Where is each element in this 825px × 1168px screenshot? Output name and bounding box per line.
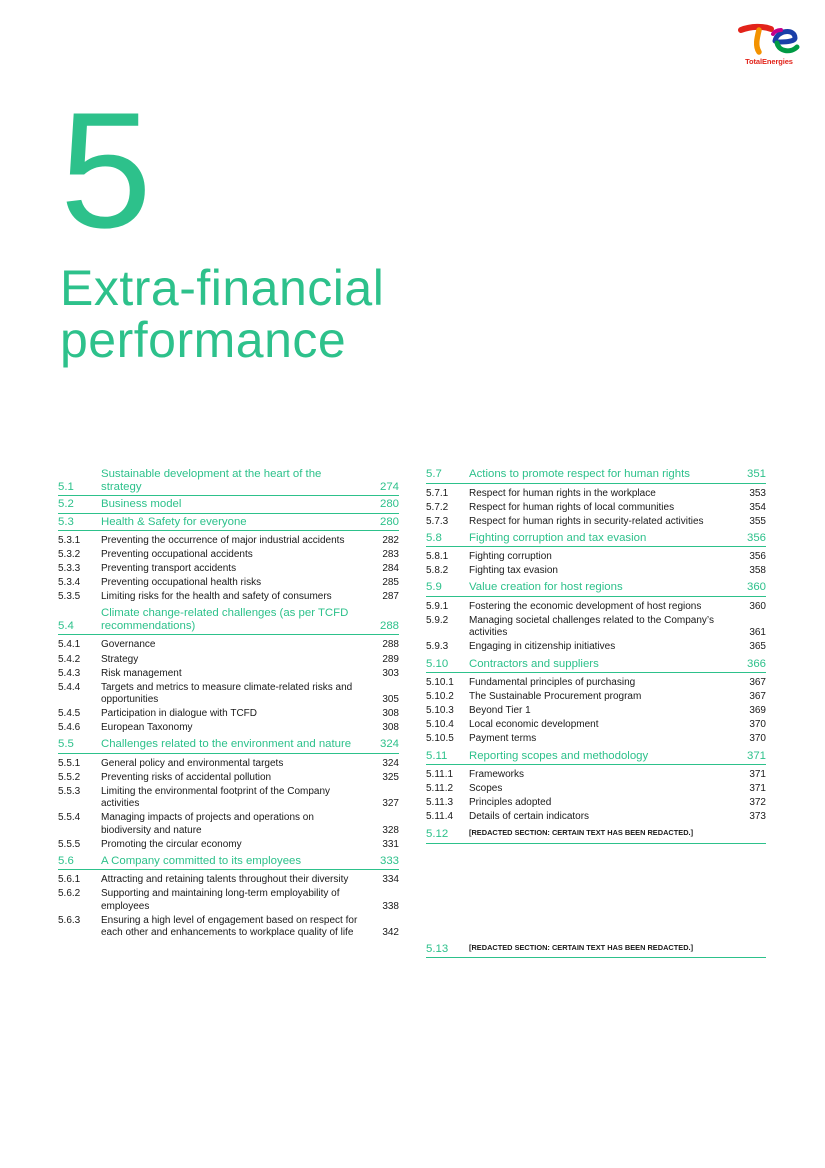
toc-item-title: Targets and metrics to measure climate-related risks and opportunities [101,681,353,706]
toc-item-title: Business model [101,498,182,510]
toc-item-title: Promoting the circular economy [101,838,242,850]
toc-item-title: Managing impacts of projects and operations on biodiversity and nature [101,812,314,836]
redacted-notice: [REDACTED SECTION: CERTAIN TEXT HAS BEEN REDACTED.] [469,942,694,952]
toc-item-number: 5.4.2 [58,653,81,665]
toc-item-title: Preventing the occurrence of major industrial accidents [101,535,345,546]
toc-item-page: 305 [382,694,399,706]
redacted-notice: [REDACTED SECTION: CERTAIN TEXT HAS BEEN REDACTED.] [469,828,694,838]
chapter-number: 5 [60,78,152,262]
toc-item-number: 5.7.3 [426,515,449,527]
toc-subsection-row[interactable] [58,874,399,888]
toc-item-number: 5.5.5 [58,838,81,850]
toc-item-page: 355 [749,515,766,527]
toc-item-page: 280 [379,515,399,528]
toc-subsection-row[interactable] [58,758,399,772]
toc-item-page: 331 [382,838,399,850]
toc-subsection-row[interactable] [58,772,399,786]
toc-item-number: 5.6.3 [58,914,81,926]
toc-item-title [469,827,726,841]
toc-item-title: Frameworks [469,769,525,781]
toc-spacer [426,844,766,940]
toc-item-page: 361 [749,627,766,639]
toc-item-number: 5.3.3 [58,563,81,575]
toc-item-number: 5.5.3 [58,786,81,798]
toc-item-number: 5.10.3 [426,705,454,717]
toc-item-page: 372 [749,797,766,809]
toc-item-page: 288 [379,619,399,632]
toc-item-title: Ensuring a high level of engagement based on respect for each other and enhancements to workplace quality of life [101,914,358,939]
toc-item-title: Risk management [101,667,182,679]
toc-item-title: Respect for human rights in the workplace [469,487,656,499]
toc-item-title: Preventing transport accidents [101,563,237,575]
toc-item-title: Challenges related to the environment and nature [101,738,352,751]
toc-item-page: 284 [382,563,399,575]
toc-subsection-row[interactable] [426,551,766,565]
toc-item-number: 5.3.1 [58,535,81,546]
toc-item-number: 5.4.4 [58,681,81,693]
toc-subsection-row[interactable] [426,797,766,811]
toc-item-title: Managing societal challenges related to the Company’s activities [469,615,714,639]
toc-item-number: 5.9.3 [426,641,449,653]
toc-section-row[interactable] [58,736,399,754]
toc-item-page: 287 [382,591,399,603]
toc-item-page: 353 [749,487,766,499]
toc-item-title: Fundamental principles of purchasing [469,677,636,689]
toc-item-page: 333 [379,854,399,867]
toc-item-title: Fostering the economic development of host regions [469,600,702,612]
toc-item-page: 325 [382,771,399,783]
toc-item-number: 5.11.1 [426,769,454,781]
toc-subsection-row[interactable] [58,654,399,668]
toc-subsection-row[interactable] [426,691,766,705]
toc-item-title: Value creation for host regions [469,581,623,594]
toc-item-number: 5.10.1 [426,677,454,689]
totalenergies-logo [737,22,801,68]
toc-item-title: Limiting the environmental footprint of the Company activities [101,786,331,810]
toc-subsection-row[interactable] [58,888,399,914]
toc-item-number: 5.4.3 [58,667,81,679]
toc-item-page: 342 [382,927,399,939]
toc-item-page: 366 [746,657,766,670]
toc-item-number: 5.4 [58,619,74,632]
toc-subsection-row[interactable] [58,639,399,653]
toc-item-page: 282 [382,535,399,546]
toc-subsection-row[interactable] [58,786,399,812]
toc-item-page: 334 [382,874,399,886]
toc-item-page: 369 [749,705,766,717]
toc-item-page: 370 [749,733,766,745]
toc-item-page: 358 [749,565,766,577]
toc-section-row[interactable] [58,605,399,635]
toc-item-title: Respect for human rights of local communities [469,501,675,513]
toc-item-title: Preventing risks of accidental pollution [101,771,272,783]
toc-item-title: Health & Safety for everyone [101,515,247,528]
toc-item-page: 351 [746,468,766,480]
toc-item-title: The Sustainable Procurement program [469,691,642,703]
toc-item-page: 324 [382,757,399,769]
toc-item-number: 5.9.2 [426,615,449,627]
toc-item-page: 288 [382,639,399,651]
toc-subsection-row[interactable] [426,641,766,655]
toc-item-title: Respect for human rights in security-related activities [469,515,704,527]
toc-item-title: Limiting risks for the health and safety of consumers [101,591,332,603]
toc-item-page: 283 [382,549,399,561]
toc-item-number: 5.6 [58,854,74,867]
toc-item-title: Fighting corruption [469,551,552,563]
toc-item-page: 356 [749,551,766,563]
toc-item-title: Actions to promote respect for human rights [469,468,690,480]
toc-item-title: Scopes [469,783,503,795]
toc-subsection-row[interactable] [426,719,766,733]
toc-item-page: 274 [379,480,399,493]
toc-subsection-row[interactable] [426,615,766,641]
toc-item-number: 5.2 [58,498,74,510]
toc-item-title: Supporting and maintaining long-term employability of employees [101,888,340,912]
toc-item-number: 5.10.5 [426,733,454,745]
toc-item-page: 360 [749,600,766,612]
toc-section-row[interactable] [426,748,766,766]
toc-item-number: 5.5.2 [58,771,81,783]
toc-left-column [58,466,399,941]
toc-right-column [426,466,766,958]
toc-item-number: 5.10.2 [426,691,454,703]
toc-item-page: 371 [749,783,766,795]
toc-subsection-row[interactable] [426,565,766,579]
toc-item-number: 5.5.4 [58,812,81,824]
toc-subsection-row[interactable] [58,722,399,736]
toc-subsection-row[interactable] [58,708,399,722]
toc-item-page: 285 [382,577,399,589]
toc-item-title: Attracting and retaining talents throughout their diversity [101,874,349,886]
toc-item-title: Fighting tax evasion [469,565,558,577]
toc-subsection-row[interactable] [426,811,766,825]
toc-subsection-row[interactable] [426,733,766,747]
toc-item-number: 5.9.1 [426,600,449,612]
toc-item-number: 5.10 [426,657,449,670]
toc-item-title: Strategy [101,653,139,665]
toc-item-number: 5.11.4 [426,811,454,823]
toc-subsection-row[interactable] [58,563,399,577]
chapter-title-line-2: performance [60,312,347,368]
toc-subsection-row[interactable] [426,783,766,797]
toc-item-page: 371 [746,749,766,762]
toc-item-number: 5.3.2 [58,549,81,561]
toc-item-number: 5.8.2 [426,565,449,577]
toc-item-title: Reporting scopes and methodology [469,749,649,762]
toc-item-page: 328 [382,824,399,836]
toc-item-page: 365 [749,641,766,653]
toc-item-title: A Company committed to its employees [101,854,302,867]
toc-item-number: 5.10.4 [426,719,454,731]
toc-item-page: 360 [746,581,766,594]
toc-subsection-row[interactable] [58,839,399,853]
toc-item-title: European Taxonomy [101,722,193,734]
toc-item-page: 324 [379,738,399,751]
toc-section-row[interactable] [426,825,766,844]
toc-section-row[interactable] [58,853,399,871]
toc-section-row[interactable] [426,530,766,548]
toc-item-page: 354 [749,501,766,513]
toc-item-number: 5.4.5 [58,708,81,720]
toc-subsection-row[interactable] [426,677,766,691]
toc-item-number: 5.7.2 [426,501,449,513]
toc-item-number: 5.11.3 [426,797,454,809]
toc-item-title: Participation in dialogue with TCFD [101,708,258,720]
toc-item-number: 5.3 [58,515,74,528]
toc-item-page: 303 [382,667,399,679]
logo-wordmark: TotalEnergies [745,57,793,66]
toc-item-title: Preventing occupational accidents [101,549,253,561]
toc-item-title: Engaging in citizenship initiatives [469,641,616,653]
toc-item-page: 308 [382,722,399,734]
toc-item-page: 356 [746,531,766,544]
toc-item-page: 327 [382,798,399,810]
logo-mark-icon [737,22,801,56]
toc-item-title: Beyond Tier 1 [469,705,531,717]
toc-item-number: 5.4.1 [58,639,81,651]
toc-item-number: 5.3.5 [58,591,81,603]
toc-section-row[interactable] [58,466,399,496]
toc-item-page: 367 [749,677,766,689]
toc-item-page: 373 [749,811,766,823]
toc-item-page: 371 [749,769,766,781]
toc-item-number: 5.7 [426,468,442,480]
toc-item-page: 280 [379,498,399,510]
toc-subsection-row[interactable] [426,516,766,530]
toc-item-number: 5.12 [426,828,449,841]
toc-subsection-row[interactable] [426,705,766,719]
toc-item-title: Climate change-related challenges (as per TCFD recommendations) [101,607,349,632]
toc-item-number: 5.7.1 [426,487,449,499]
toc-subsection-row[interactable] [58,549,399,563]
chapter-title [60,262,384,366]
toc-item-page: 289 [382,653,399,665]
toc-item-page: 308 [382,708,399,720]
toc-item-number: 5.1 [58,480,74,493]
toc-item-title: Preventing occupational health risks [101,577,262,589]
toc-item-number: 5.8.1 [426,551,449,563]
toc-subsection-row[interactable] [426,769,766,783]
toc-item-number: 5.11.2 [426,783,454,795]
toc-section-row[interactable] [426,579,766,597]
chapter-title-line-1: Extra-financial [60,260,385,316]
toc-item-page: 338 [382,900,399,912]
toc-subsection-row[interactable] [58,535,399,549]
toc-item-page: 367 [749,691,766,703]
toc-subsection-row[interactable] [58,915,399,941]
toc-item-title: Sustainable development at the heart of the strategy [101,468,322,493]
toc-subsection-row[interactable] [58,577,399,591]
toc-item-number: 5.5 [58,738,74,751]
toc-item-number: 5.11 [426,749,448,762]
toc-section-row[interactable] [426,656,766,674]
toc-item-title: Details of certain indicators [469,811,590,823]
toc-item-title: Governance [101,639,156,651]
toc-subsection-row[interactable] [426,488,766,502]
toc-item-number: 5.6.1 [58,874,81,886]
toc-item-page: 370 [749,719,766,731]
toc-item-number: 5.13 [426,942,449,955]
toc-subsection-row[interactable] [58,591,399,605]
toc-subsection-row[interactable] [426,601,766,615]
toc-item-number: 5.9 [426,581,442,594]
toc-item-title: Payment terms [469,733,537,745]
toc-subsection-row[interactable] [426,502,766,516]
toc-item-number: 5.4.6 [58,722,81,734]
toc-item-title: Fighting corruption and tax evasion [469,531,647,544]
toc-subsection-row[interactable] [58,812,399,838]
toc-section-row[interactable] [426,466,766,484]
toc-item-number: 5.8 [426,531,442,544]
toc-item-title: Principles adopted [469,797,552,809]
toc-item-number: 5.5.1 [58,757,81,769]
toc-item-title: Local economic development [469,719,599,731]
toc-subsection-row[interactable] [58,668,399,682]
toc-item-number: 5.6.2 [58,888,81,900]
toc-subsection-row[interactable] [58,682,399,708]
toc-section-row[interactable] [58,496,399,514]
toc-item-title: Contractors and suppliers [469,657,599,670]
toc-section-row[interactable] [58,514,399,532]
toc-item-title [469,942,726,956]
toc-item-number: 5.3.4 [58,577,81,589]
toc-item-title: General policy and environmental targets [101,757,284,769]
toc-section-row[interactable] [426,940,766,959]
